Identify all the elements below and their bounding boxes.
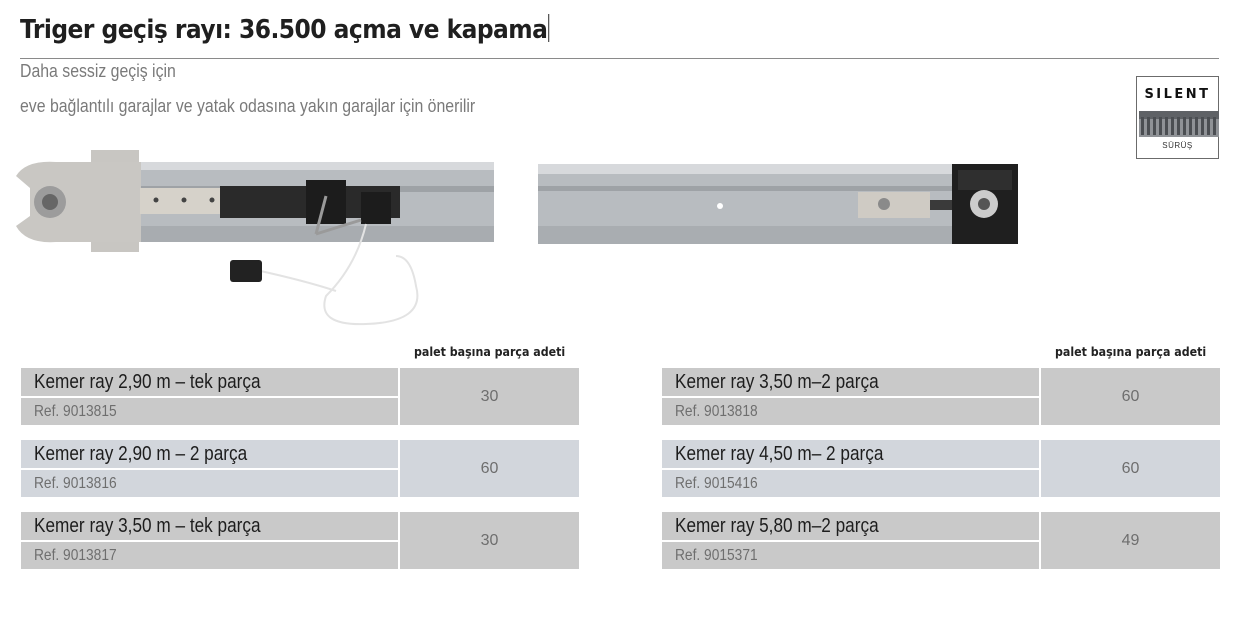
text-cursor	[548, 14, 549, 42]
badge-title: SILENT	[1144, 87, 1211, 102]
product-qty: 60	[400, 440, 579, 497]
table-row	[662, 368, 1220, 425]
table-row	[21, 368, 579, 425]
rail-right-image	[538, 160, 1020, 248]
product-qty: 49	[1041, 512, 1220, 569]
table-row	[21, 440, 579, 497]
product-cell	[21, 440, 398, 497]
product-cell	[662, 440, 1039, 497]
badge-subtitle: SÜRÜŞ	[1162, 141, 1193, 150]
product-ref: Ref. 9013817	[21, 542, 398, 569]
qty-column-header-left: palet başına parça adeti	[414, 345, 566, 359]
product-ref: Ref. 9013815	[21, 398, 398, 425]
product-ref: Ref. 9013818	[662, 398, 1039, 425]
product-cell	[21, 368, 398, 425]
product-name: Kemer ray 4,50 m– 2 parça	[662, 440, 1039, 468]
product-table-right	[662, 368, 1220, 584]
qty-column-header-right: palet başına parça adeti	[1055, 345, 1207, 359]
subtitle-line-1: Daha sessiz geçiş için	[20, 61, 176, 81]
product-ref: Ref. 9013816	[21, 470, 398, 497]
product-name: Kemer ray 5,80 m–2 parça	[662, 512, 1039, 540]
product-name: Kemer ray 3,50 m – tek parça	[21, 512, 398, 540]
subtitle-line-2: eve bağlantılı garajlar ve yatak odasına yakın garajlar için önerilir	[20, 96, 476, 116]
product-name: Kemer ray 2,90 m – tek parça	[21, 368, 398, 396]
belt-icon	[1139, 111, 1219, 137]
silent-drive-badge	[1136, 76, 1219, 159]
product-qty: 30	[400, 512, 579, 569]
product-name: Kemer ray 3,50 m–2 parça	[662, 368, 1039, 396]
page-title-text: Triger geçiş rayı: 36.500 açma ve kapama	[20, 15, 548, 45]
product-qty: 60	[1041, 440, 1220, 497]
title-divider	[20, 58, 1219, 59]
product-cell	[662, 368, 1039, 425]
product-qty: 30	[400, 368, 579, 425]
product-table-left	[21, 368, 579, 584]
product-name: Kemer ray 2,90 m – 2 parça	[21, 440, 398, 468]
table-row	[21, 512, 579, 569]
table-row	[662, 440, 1220, 497]
product-qty: 60	[1041, 368, 1220, 425]
product-ref: Ref. 9015416	[662, 470, 1039, 497]
product-cell	[662, 512, 1039, 569]
product-ref: Ref. 9015371	[662, 542, 1039, 569]
rail-left-image	[16, 146, 496, 336]
page-title	[20, 14, 549, 45]
table-row	[662, 512, 1220, 569]
product-cell	[21, 512, 398, 569]
